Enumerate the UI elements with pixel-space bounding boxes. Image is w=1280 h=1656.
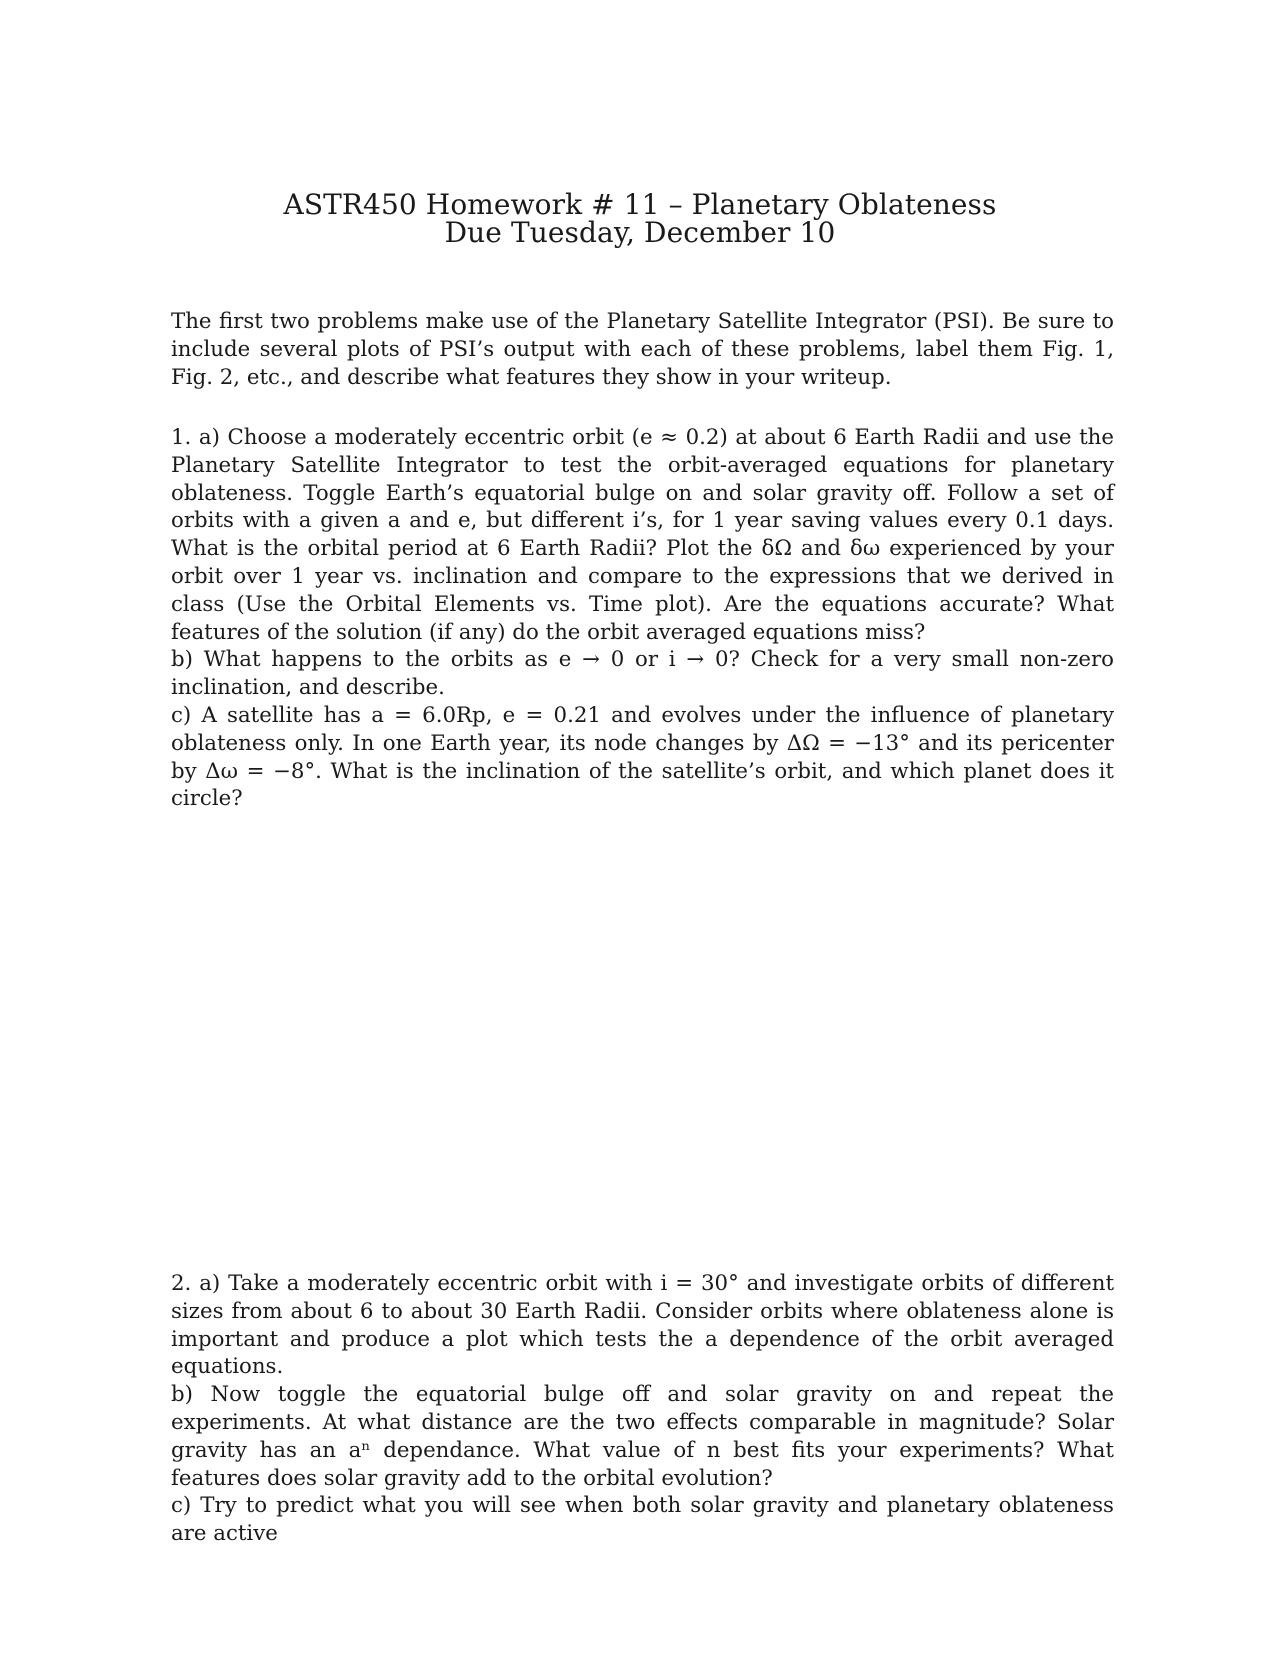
problem-2b: b) Now toggle the equatorial bulge off and solar gravity on and repeat the experiments. At what distance are the two effects comparable in magnitude? Solar gravity has an aⁿ dependance. What value of n best fits your experiments? What features does solar gravity add to the orbital evolution? xyxy=(171,1382,1114,1491)
problem-2a: 2. a) Take a moderately eccentric orbit with i = 30° and investigate orbits of different sizes from about 6 to about 30 Earth Radii. Consider orbits where oblateness alone is important and produce a plot which tests the a dependence of the orbit averaged equations. xyxy=(171,1271,1114,1380)
problem-2c: c) Try to predict what you will see when both solar gravity and planetary oblateness are active xyxy=(171,1493,1114,1547)
intro-text: The first two problems make use of the Planetary Satellite Integrator (PSI). Be sure to include several plots of PSI’s output with each of these problems, label them Fig. 1, Fig. 2, etc., and describe what features they show in your writeup. xyxy=(171,309,1114,390)
problem-2 xyxy=(171,1270,1114,1548)
problem-1 xyxy=(171,424,1114,813)
page-title: ASTR450 Homework # 11 – Planetary Oblateness xyxy=(283,188,997,221)
problem-1b: b) What happens to the orbits as e → 0 or i → 0? Check for a very small non-zero inclination, and describe. xyxy=(171,647,1114,701)
due-date: Due Tuesday, December 10 xyxy=(444,216,836,249)
intro-paragraph xyxy=(171,308,1114,391)
problem-1a: 1. a) Choose a moderately eccentric orbit (e ≈ 0.2) at about 6 Earth Radii and use the Planetary Satellite Integrator to test the orbit-averaged equations for planetary oblateness. Toggle Earth’s equatorial bulge on and solar gravity off. Follow a set of orbits with a given a and e, but different i’s, for 1 year saving values every 0.1 days. What is the orbital period at 6 Earth Radii? Plot the δΩ and δω experienced by your orbit over 1 year vs. inclination and compare to the expressions that we derived in class (Use the Orbital Elements vs. Time plot). Are the equations accurate? What features of the solution (if any) do the orbit averaged equations miss? xyxy=(171,425,1114,645)
problem-1c: c) A satellite has a = 6.0Rp, e = 0.21 and evolves under the influence of planetary oblateness only. In one Earth year, its node changes by ΔΩ = −13° and its pericenter by Δω = −8°. What is the inclination of the satellite’s orbit, and which planet does it circle? xyxy=(171,702,1114,812)
